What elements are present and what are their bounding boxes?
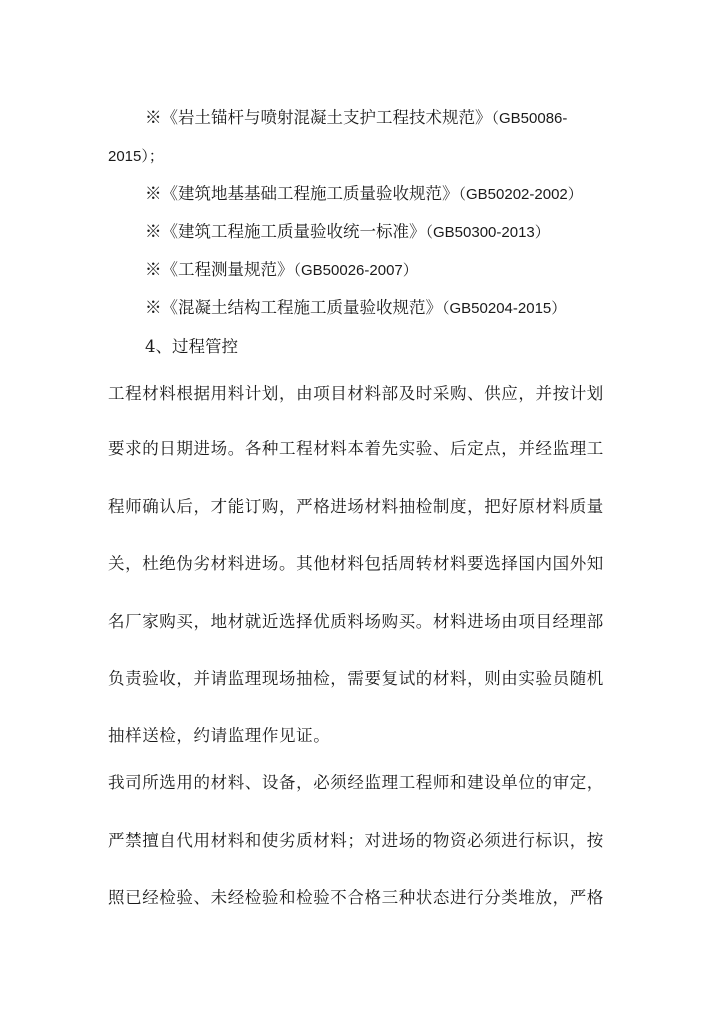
paragraph-line: 抽样送检，约请监理作见证。 [108, 726, 331, 745]
paragraph-line: 照已经检验、未经检验和检验不合格三种状态进行分类堆放，严格 [108, 888, 604, 907]
paragraph-line: 工程材料根据用料计划，由项目材料部及时采购、供应，并按计划 [108, 384, 604, 403]
standard-item-3 [145, 221, 550, 244]
paragraph-line: 名厂家购买，地材就近选择优质料场购买。材料进场由项目经理部 [108, 612, 604, 631]
paragraph-line: 要求的日期进场。各种工程材料本着先实验、后定点，并经监理工 [108, 439, 604, 458]
standard-item-5 [145, 297, 566, 320]
standard-title: ※《岩土锚杆与喷射混凝土支护工程技术规范》 [145, 108, 492, 127]
standard-item-4 [145, 259, 418, 282]
standard-code: （GB50204-2015） [442, 300, 567, 317]
standard-item-1 [145, 107, 567, 130]
standard-code: （GB50086- [491, 110, 568, 127]
standard-title: ※《混凝土结构工程施工质量验收规范》 [145, 298, 442, 317]
paragraph-line: 严禁擅自代用材料和使劣质材料；对进场的物资必须进行标识，按 [108, 831, 604, 850]
standard-title: ※《建筑工程施工质量验收统一标准》 [145, 222, 426, 241]
paragraph-line: 程师确认后，才能订购，严格进场材料抽检制度，把好原材料质量 [108, 497, 604, 516]
standard-title: ※《工程测量规范》 [145, 260, 294, 279]
standard-code: （GB50300-2013） [425, 224, 550, 241]
standard-title: ※《建筑地基基础工程施工质量验收规范》 [145, 184, 459, 203]
paragraph-line: 我司所选用的材料、设备，必须经监理工程师和建设单位的审定， [108, 773, 604, 792]
paragraph-line: 关，杜绝伪劣材料进场。其他材料包括周转材料要选择国内国外知 [108, 554, 604, 573]
paragraph-line: 负责验收，并请监理现场抽检，需要复试的材料，则由实验员随机 [108, 669, 604, 688]
standard-code: （GB50026-2007） [293, 262, 418, 279]
section-heading: 4、过程管控 [145, 337, 238, 356]
standard-item-1-continuation: 2015）； [108, 148, 164, 165]
standard-code: （GB50202-2002） [458, 186, 583, 203]
standard-item-2 [145, 183, 583, 206]
